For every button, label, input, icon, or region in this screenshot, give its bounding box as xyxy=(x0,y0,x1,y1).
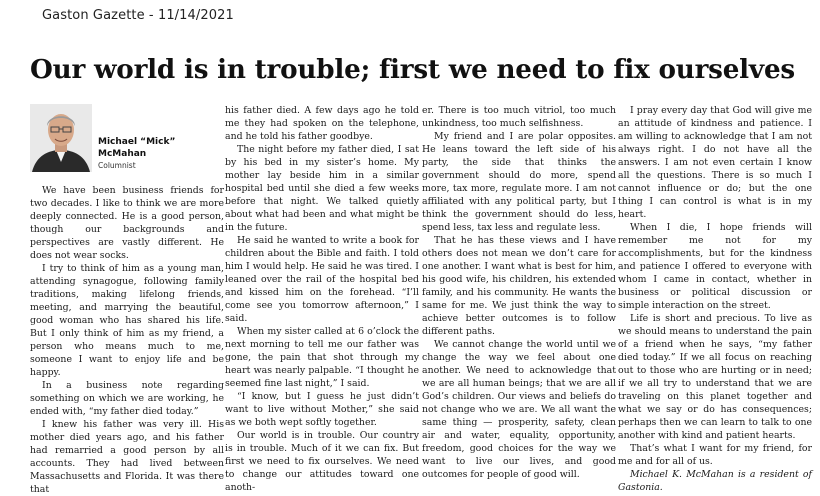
author-photo xyxy=(30,104,92,172)
author-tagline: Michael K. McMahan is a resident of Gastonia. xyxy=(618,469,812,493)
paragraph: He said he wanted to write a book for children about the Bible and faith. I told him I would help. He said he was tired. I leaned over the rail of the hospital bed and kissed him on the forehead. “I’ll come see you tomorrow afternoon,” I said. xyxy=(225,235,419,324)
article-column-2 xyxy=(225,104,419,494)
paragraph: The night before my father died, I sat by his bed in my sister’s home. My mother lay beside him in a similar hospital bed until she died a few weeks before that night. We talked quietly about what had been and what might be in the future. xyxy=(225,144,419,233)
paragraph: I pray every day that God will give me an attitude of kindness and patience. I am willing to acknowledge that I am not always right. I do not have all the answers. I am not even certain I know all the questions. There is so much I cannot influence or do; but the one thing I can control is what is in my heart. xyxy=(618,105,812,220)
author-portrait-icon xyxy=(30,104,92,172)
paragraph: Our world is in trouble. Our country is in trouble. Much of it we can fix. But first we need to fix ourselves. We need to change our attitudes toward one anoth- xyxy=(225,430,419,493)
paragraph: We cannot change the world until we change the way we feel about one another. We need to acknowledge that we are all human beings; that we are all God’s children. Our views and beliefs do not change who we are. We all want the same thing — prosperity, safety, clean air and water, equality, opportunity, freedom, good choices for the way we want to live our lives, and good outcomes for people of good will. xyxy=(422,339,616,480)
article-column-4 xyxy=(618,104,812,494)
paragraph: That he has these views and I have others does not mean we don’t care for one another. I want what is best for him, his good wife, his children, his extended family, and his community. He wants the same for me. We just think the way to achieve better outcomes is to follow different paths. xyxy=(422,235,616,337)
byline xyxy=(98,136,218,171)
paragraph: When I die, I hope friends will remember me not for my accomplishments, but for the kindness and patience I offered to everyone with whom I came in contact, whether in business or political discussion or simple interaction on the street. xyxy=(618,222,812,311)
author-name-line1: Michael “Mick” xyxy=(98,137,176,147)
author-name-line2: McMahan xyxy=(98,149,147,159)
paragraph: his father died. A few days ago he told me they had spoken on the telephone, and he told his father goodbye. xyxy=(225,105,419,142)
author-role: Columnist xyxy=(98,161,136,170)
paragraph: That’s what I want for my friend, for me and for all of us. xyxy=(618,443,812,467)
paragraph: My friend and I are polar opposites. He leans toward the left side of his party, the side that thinks the government should do more, spend more, tax more, regulate more. I am not affiliated with any political party, but I think the government should do less, spend less, tax less and regulate less. xyxy=(422,131,616,233)
paragraph: er. There is too much vitriol, too much unkindness, too much selfishness. xyxy=(422,105,616,129)
paragraph: “I know, but I guess he just didn’t want to live without Mother,” she said as we both wept softly together. xyxy=(225,391,419,428)
masthead: Gaston Gazette - 11/14/2021 xyxy=(42,8,234,23)
paragraph: In a business note regarding something on which we are working, he ended with, “my father died today.” xyxy=(30,380,224,417)
paragraph: I knew his father was very ill. His mother died years ago, and his father had remarried a good person by all accounts. They had lived between Massachusetts and Florida. It was there that xyxy=(30,419,224,495)
headline: Our world is in trouble; first we need to fix ourselves xyxy=(30,54,795,85)
paragraph: We have been business friends for two decades. I like to think we are more deeply connected. He is a good person, though our backgrounds and perspectives are vastly different. He does not wear socks. xyxy=(30,185,224,261)
article-column-3 xyxy=(422,104,616,481)
paragraph: Life is short and precious. To live as we should means to understand the pain of a friend when he says, “my father died today.” If we all focus on reaching out to those who are hurting or in need; if we all try to understand that we are traveling on this planet together and what we say or do has consequences; perhaps then we can learn to talk to one another with kind and patient hearts. xyxy=(618,313,812,441)
paragraph: I try to think of him as a young man, attending synagogue, following family traditions, making lifelong friends, meeting, and marrying the beautiful, good woman who has shared his life. But I only think of him as my friend, a person who means much to me, someone I want to enjoy life and be happy. xyxy=(30,263,224,378)
paragraph: When my sister called at 6 o’clock the next morning to tell me our father was gone, the pain that shot through my heart was nearly palpable. “I thought he seemed fine last night,” I said. xyxy=(225,326,419,389)
